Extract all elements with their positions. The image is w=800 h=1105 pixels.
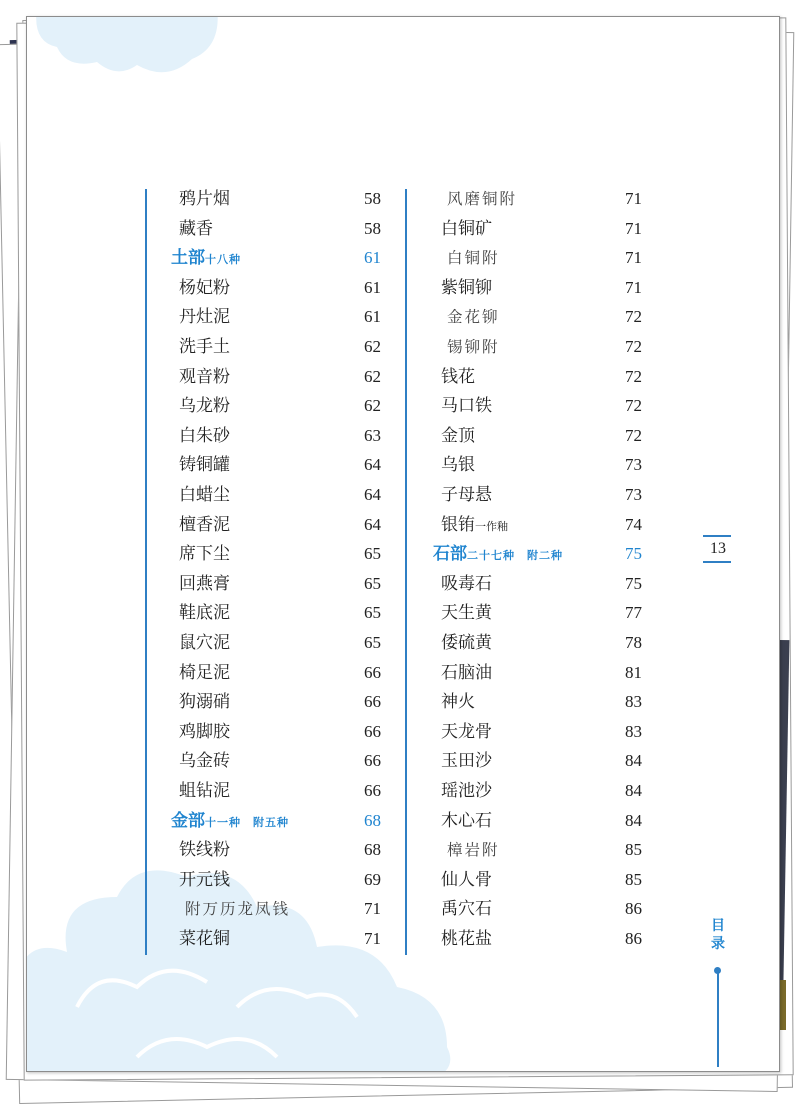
toc-page-number: 68 <box>364 810 381 830</box>
toc-page-number: 65 <box>364 544 381 564</box>
cloud-decoration-top <box>27 16 227 87</box>
toc-entry-text: 锡铆附 <box>447 338 500 356</box>
toc-entry-title <box>441 929 492 949</box>
toc-entry-text: 倭硫黄 <box>441 633 492 653</box>
toc-entry-title <box>179 544 230 564</box>
toc-entry-title <box>447 337 500 357</box>
toc-page-number: 78 <box>625 633 642 652</box>
toc-entry-text: 禹穴石 <box>441 899 492 920</box>
side-label-contents: 目录 <box>711 918 725 952</box>
toc-page-number: 71 <box>625 189 642 208</box>
toc-page-number: 71 <box>625 277 642 297</box>
toc-entry-text: 观音粉 <box>179 366 230 387</box>
toc-entry-title <box>179 929 230 949</box>
toc-entry-title <box>441 396 492 416</box>
toc-page-number: 84 <box>625 781 642 800</box>
toc-entry-text: 回燕膏 <box>179 573 230 594</box>
toc-entry-title <box>433 544 563 566</box>
toc-page-number: 71 <box>625 248 642 268</box>
toc-page-number: 86 <box>625 899 642 919</box>
toc-page-number: 66 <box>364 721 381 741</box>
page-number-rule-bottom <box>703 561 731 563</box>
toc-page-number: 61 <box>364 277 381 297</box>
toc-entry-title <box>179 781 230 801</box>
toc-entry-title <box>441 870 492 890</box>
book-page <box>26 16 780 1072</box>
toc-entry-title <box>441 781 492 801</box>
toc-page-number: 69 <box>364 869 381 889</box>
toc-entry-text: 木心石 <box>441 810 492 831</box>
toc-entry-title <box>179 663 230 683</box>
toc-entry-text: 风磨铜附 <box>447 190 518 208</box>
toc-entry-text: 银铕 <box>441 514 475 535</box>
toc-page-number: 72 <box>625 366 642 386</box>
toc-entry-text: 藏香 <box>179 218 213 239</box>
toc-entry-title <box>441 367 475 387</box>
toc-entry-text: 鸡脚胶 <box>179 721 230 742</box>
toc-entry-text: 吸毒石 <box>441 573 492 594</box>
toc-page-number: 68 <box>364 840 381 860</box>
toc-entry-text: 狗溺硝 <box>179 692 230 713</box>
toc-entry-text: 附万历龙凤钱 <box>185 900 291 919</box>
toc-page-number: 64 <box>364 514 381 534</box>
toc-entry-title <box>179 455 230 475</box>
toc-entry-title <box>179 722 230 742</box>
toc-page-number: 72 <box>625 337 642 356</box>
toc-page-number: 74 <box>625 514 642 534</box>
toc-page-number: 85 <box>625 840 642 860</box>
toc-entry-text: 金花铆 <box>447 308 500 327</box>
toc-page-number: 72 <box>625 396 642 416</box>
toc-entry-title <box>185 899 290 919</box>
toc-page-number: 62 <box>364 337 381 356</box>
toc-entry-text: 子母悬 <box>441 485 492 505</box>
toc-entry-title <box>179 485 230 505</box>
toc-entry-text: 白铜矿 <box>441 218 492 239</box>
toc-entry-title <box>179 396 230 416</box>
toc-entry-title <box>441 426 475 446</box>
toc-page-number: 63 <box>364 425 381 445</box>
toc-page-number: 62 <box>364 366 381 386</box>
toc-entry-text: 樟岩附 <box>447 841 500 860</box>
toc-entry-title <box>441 751 492 771</box>
toc-page-number: 83 <box>625 721 642 741</box>
toc-entry-text: 开元钱 <box>179 869 230 890</box>
toc-page-number: 65 <box>364 633 381 652</box>
toc-entry-title <box>441 811 492 831</box>
toc-entry-title <box>447 248 500 268</box>
toc-entry-text: 紫铜铆 <box>441 277 492 298</box>
toc-entry-title <box>179 219 213 239</box>
toc-entry-text: 檀香泥 <box>179 514 230 535</box>
right-column-rule <box>405 189 407 955</box>
toc-entry-annotation: 一作釉 <box>475 519 508 533</box>
toc-page-number: 66 <box>364 692 381 712</box>
toc-page-number: 81 <box>625 662 642 682</box>
toc-page-number: 65 <box>364 573 381 593</box>
toc-entry-title <box>179 189 230 209</box>
toc-entry-title <box>441 515 508 537</box>
toc-entry-title <box>179 840 230 860</box>
toc-entry-title <box>441 219 492 239</box>
toc-entry-title <box>179 603 230 623</box>
toc-page-number: 84 <box>625 751 642 771</box>
toc-page-number: 65 <box>364 603 381 623</box>
toc-entry-text: 洗手土 <box>179 337 230 357</box>
toc-entry-title <box>179 307 230 327</box>
toc-entry-text: 铸铜罐 <box>179 455 230 476</box>
toc-page-number: 84 <box>625 810 642 830</box>
toc-entry-text: 铁线粉 <box>179 840 230 861</box>
toc-page-number: 66 <box>364 751 381 771</box>
toc-entry-text: 白蜡尘 <box>179 485 230 505</box>
toc-entry-text: 天龙骨 <box>441 721 492 742</box>
toc-page-number: 66 <box>364 781 381 800</box>
toc-entry-title <box>447 307 500 327</box>
toc-entry-title <box>179 751 230 771</box>
toc-entry-title <box>441 633 492 653</box>
toc-entry-title <box>179 367 230 387</box>
toc-entry-text: 鼠穴泥 <box>179 633 230 653</box>
toc-page-number: 64 <box>364 485 381 504</box>
toc-entry-text: 丹灶泥 <box>179 307 230 328</box>
toc-entry-title <box>179 426 230 446</box>
toc-page-number: 71 <box>625 218 642 238</box>
toc-entry-text: 钱花 <box>441 366 475 387</box>
toc-entry-text: 玉田沙 <box>441 751 492 772</box>
toc-page-number: 77 <box>625 603 642 623</box>
toc-entry-title <box>441 663 492 683</box>
toc-entry-title <box>179 633 230 653</box>
toc-page-number: 66 <box>364 662 381 682</box>
toc-page-number: 86 <box>625 929 642 948</box>
toc-entry-title <box>179 337 230 357</box>
toc-entry-text: 席下尘 <box>179 544 230 565</box>
toc-page-number: 58 <box>364 218 381 238</box>
toc-page-number: 71 <box>364 929 381 948</box>
toc-entry-text: 金部 <box>171 810 205 831</box>
toc-entry-text: 乌银 <box>441 455 475 476</box>
toc-entry-title <box>441 899 492 919</box>
toc-page-number: 62 <box>364 396 381 416</box>
toc-entry-title <box>441 722 492 742</box>
toc-entry-text: 石脑油 <box>441 662 492 683</box>
toc-entry-text: 鸦片烟 <box>179 189 230 209</box>
toc-entry-text: 白铜附 <box>447 249 500 268</box>
toc-entry-title <box>441 278 492 298</box>
toc-entry-text: 金顶 <box>441 425 475 446</box>
toc-page-number: 73 <box>625 485 642 504</box>
toc-page-number: 58 <box>364 189 381 208</box>
toc-entry-text: 仙人骨 <box>441 869 492 890</box>
toc-page-number: 64 <box>364 455 381 475</box>
toc-page-number: 61 <box>364 307 381 327</box>
toc-entry-text: 乌金砖 <box>179 751 230 772</box>
cloud-decoration-bottom <box>26 857 457 1072</box>
toc-section-count: 十八种 <box>205 253 241 267</box>
toc-entry-title <box>441 485 492 505</box>
toc-entry-title <box>447 840 500 860</box>
left-column-rule <box>145 189 147 955</box>
toc-page-number: 75 <box>625 573 642 593</box>
toc-entry-title <box>179 574 230 594</box>
toc-entry-text: 鞋底泥 <box>179 603 230 624</box>
toc-page-number: 72 <box>625 307 642 327</box>
toc-entry-title <box>441 692 475 712</box>
toc-entry-text: 白朱砂 <box>179 425 230 446</box>
side-label-rule <box>717 971 719 1067</box>
toc-entry-title <box>179 278 230 298</box>
toc-entry-title <box>447 189 517 209</box>
toc-entry-text: 天生黄 <box>441 603 492 624</box>
toc-entry-title <box>179 692 230 712</box>
toc-page-number: 73 <box>625 455 642 475</box>
toc-entry-text: 乌龙粉 <box>179 396 230 417</box>
toc-entry-title <box>179 870 230 890</box>
toc-entry-text: 杨妃粉 <box>179 277 230 298</box>
toc-entry-text: 马口铁 <box>441 396 492 417</box>
toc-entry-text: 瑶池沙 <box>441 781 492 801</box>
toc-entry-text: 神火 <box>441 692 475 713</box>
toc-page-number: 85 <box>625 869 642 889</box>
toc-entry-text: 椅足泥 <box>179 662 230 683</box>
toc-entry-text: 桃花盐 <box>441 929 492 949</box>
toc-entry-title <box>171 248 241 270</box>
toc-entry-text: 菜花铜 <box>179 929 230 949</box>
toc-entry-title <box>441 455 475 475</box>
toc-page-number: 61 <box>364 248 381 268</box>
toc-entry-title <box>171 811 289 833</box>
toc-page-number: 83 <box>625 692 642 712</box>
toc-entry-text: 石部 <box>433 544 467 565</box>
toc-entry-title <box>441 603 492 623</box>
toc-entry-title <box>179 515 230 535</box>
toc-page-number: 75 <box>625 544 642 564</box>
toc-page-number: 71 <box>364 899 381 919</box>
page-number: 13 <box>710 540 726 557</box>
toc-entry-text: 蛆钻泥 <box>179 781 230 801</box>
toc-section-count: 十一种 附五种 <box>205 815 289 829</box>
toc-section-count: 二十七种 附二种 <box>467 549 563 563</box>
toc-page-number: 72 <box>625 425 642 445</box>
toc-entry-title <box>441 574 492 594</box>
toc-entry-text: 土部 <box>171 248 205 269</box>
